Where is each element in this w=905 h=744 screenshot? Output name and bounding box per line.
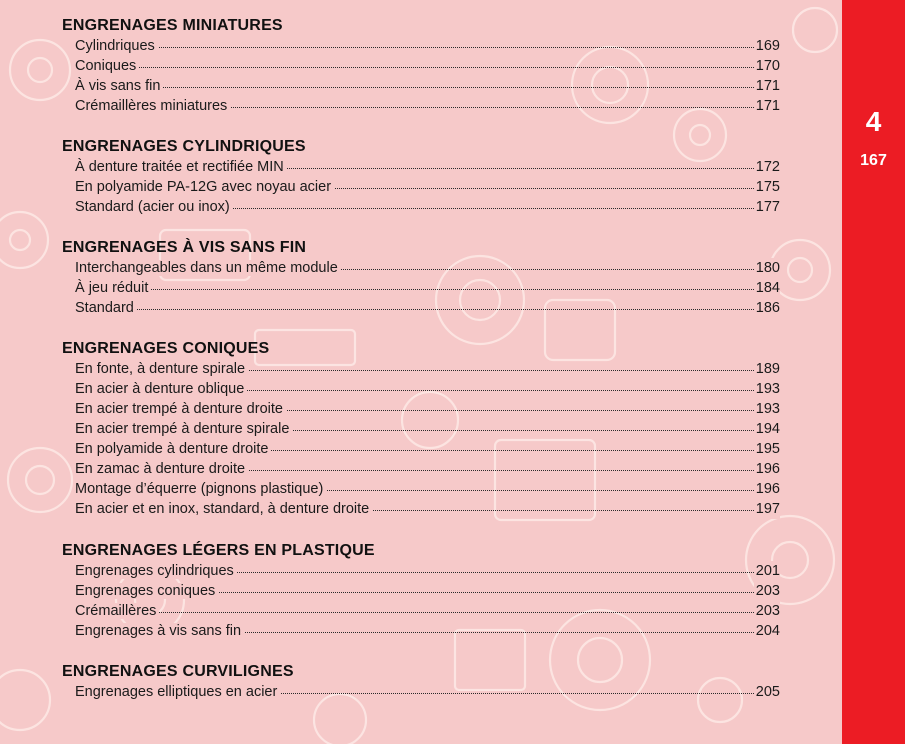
entry-label: Engrenages à vis sans fin xyxy=(75,623,244,639)
section-title: ENGRENAGES À VIS SANS FIN xyxy=(62,239,307,256)
toc-entry[interactable] xyxy=(75,479,780,499)
entry-label: En acier et en inox, standard, à denture droite xyxy=(75,501,372,517)
section-title: ENGRENAGES CURVILIGNES xyxy=(62,663,294,680)
entry-label: En zamac à denture droite xyxy=(75,461,248,477)
toc-entry[interactable] xyxy=(75,399,780,419)
toc-section xyxy=(62,137,780,217)
toc-entry[interactable] xyxy=(75,96,780,116)
toc-section xyxy=(62,16,780,116)
entry-page: 197 xyxy=(755,501,780,517)
entry-page: 171 xyxy=(755,98,780,114)
entry-label: En fonte, à denture spirale xyxy=(75,361,248,377)
toc-entry[interactable] xyxy=(75,379,780,399)
entry-label: Engrenages cylindriques xyxy=(75,563,237,579)
entry-page: 189 xyxy=(755,361,780,377)
entry-label: Coniques xyxy=(75,58,139,74)
entry-label: Standard (acier ou inox) xyxy=(75,199,233,215)
entry-label: À vis sans fin xyxy=(75,78,163,94)
entry-label: En polyamide PA-12G avec noyau acier xyxy=(75,179,334,195)
entry-label: Standard xyxy=(75,300,137,316)
toc-section xyxy=(62,238,780,318)
dot-leader xyxy=(75,612,780,613)
section-title: ENGRENAGES MINIATURES xyxy=(62,17,283,34)
entry-label: En polyamide à denture droite xyxy=(75,441,271,457)
toc-entry[interactable] xyxy=(75,298,780,318)
entry-label: Engrenages elliptiques en acier xyxy=(75,684,280,700)
dot-leader xyxy=(75,309,780,310)
entry-page: 180 xyxy=(755,260,780,276)
section-title: ENGRENAGES CYLINDRIQUES xyxy=(62,138,306,155)
toc-entry[interactable] xyxy=(75,177,780,197)
entry-page: 194 xyxy=(755,421,780,437)
toc-entry[interactable] xyxy=(75,621,780,641)
entry-page: 193 xyxy=(755,401,780,417)
entry-label: Interchangeables dans un même module xyxy=(75,260,341,276)
toc-entry[interactable] xyxy=(75,601,780,621)
entry-page: 170 xyxy=(755,58,780,74)
entry-label: Crémaillères miniatures xyxy=(75,98,230,114)
toc-section xyxy=(62,339,780,519)
section-title: ENGRENAGES LÉGERS EN PLASTIQUE xyxy=(62,542,375,559)
entry-page: 193 xyxy=(755,381,780,397)
entry-label: Crémaillères xyxy=(75,603,159,619)
toc-entry[interactable] xyxy=(75,419,780,439)
toc-entry[interactable] xyxy=(75,76,780,96)
entry-label: Engrenages coniques xyxy=(75,583,218,599)
entry-page: 195 xyxy=(755,441,780,457)
section-title: ENGRENAGES CONIQUES xyxy=(62,340,270,357)
entry-page: 171 xyxy=(755,78,780,94)
toc-section xyxy=(62,662,780,702)
toc-entry[interactable] xyxy=(75,359,780,379)
toc-entry[interactable] xyxy=(75,499,780,519)
toc-entry[interactable] xyxy=(75,459,780,479)
entry-page: 196 xyxy=(755,461,780,477)
dot-leader xyxy=(75,67,780,68)
toc-entry[interactable] xyxy=(75,258,780,278)
dot-leader xyxy=(75,47,780,48)
entry-label: En acier à denture oblique xyxy=(75,381,247,397)
toc-entry[interactable] xyxy=(75,197,780,217)
entry-page: 201 xyxy=(755,563,780,579)
entry-label: En acier trempé à denture spirale xyxy=(75,421,292,437)
entry-page: 205 xyxy=(755,684,780,700)
dot-leader xyxy=(75,87,780,88)
toc-section xyxy=(62,541,780,641)
entry-label: Cylindriques xyxy=(75,38,158,54)
entry-label: En acier trempé à denture droite xyxy=(75,401,286,417)
entry-page: 172 xyxy=(755,159,780,175)
entry-page: 203 xyxy=(755,603,780,619)
entry-page: 196 xyxy=(755,481,780,497)
toc-entry[interactable] xyxy=(75,36,780,56)
chapter-number: 4 xyxy=(865,106,882,137)
toc-entry[interactable] xyxy=(75,278,780,298)
chapter-page-number: 167 xyxy=(860,152,887,169)
toc-entry[interactable] xyxy=(75,439,780,459)
toc-entry[interactable] xyxy=(75,581,780,601)
entry-label: À jeu réduit xyxy=(75,280,151,296)
dot-leader xyxy=(75,289,780,290)
toc-entry[interactable] xyxy=(75,157,780,177)
toc-entry[interactable] xyxy=(75,682,780,702)
entry-page: 184 xyxy=(755,280,780,296)
entry-page: 177 xyxy=(755,199,780,215)
entry-page: 204 xyxy=(755,623,780,639)
chapter-tab xyxy=(842,0,905,744)
entry-label: À denture traitée et rectifiée MIN xyxy=(75,159,287,175)
entry-page: 186 xyxy=(755,300,780,316)
entry-page: 203 xyxy=(755,583,780,599)
toc-entry[interactable] xyxy=(75,56,780,76)
entry-page: 169 xyxy=(755,38,780,54)
entry-page: 175 xyxy=(755,179,780,195)
entry-label: Montage d’équerre (pignons plastique) xyxy=(75,481,326,497)
toc-entry[interactable] xyxy=(75,561,780,581)
